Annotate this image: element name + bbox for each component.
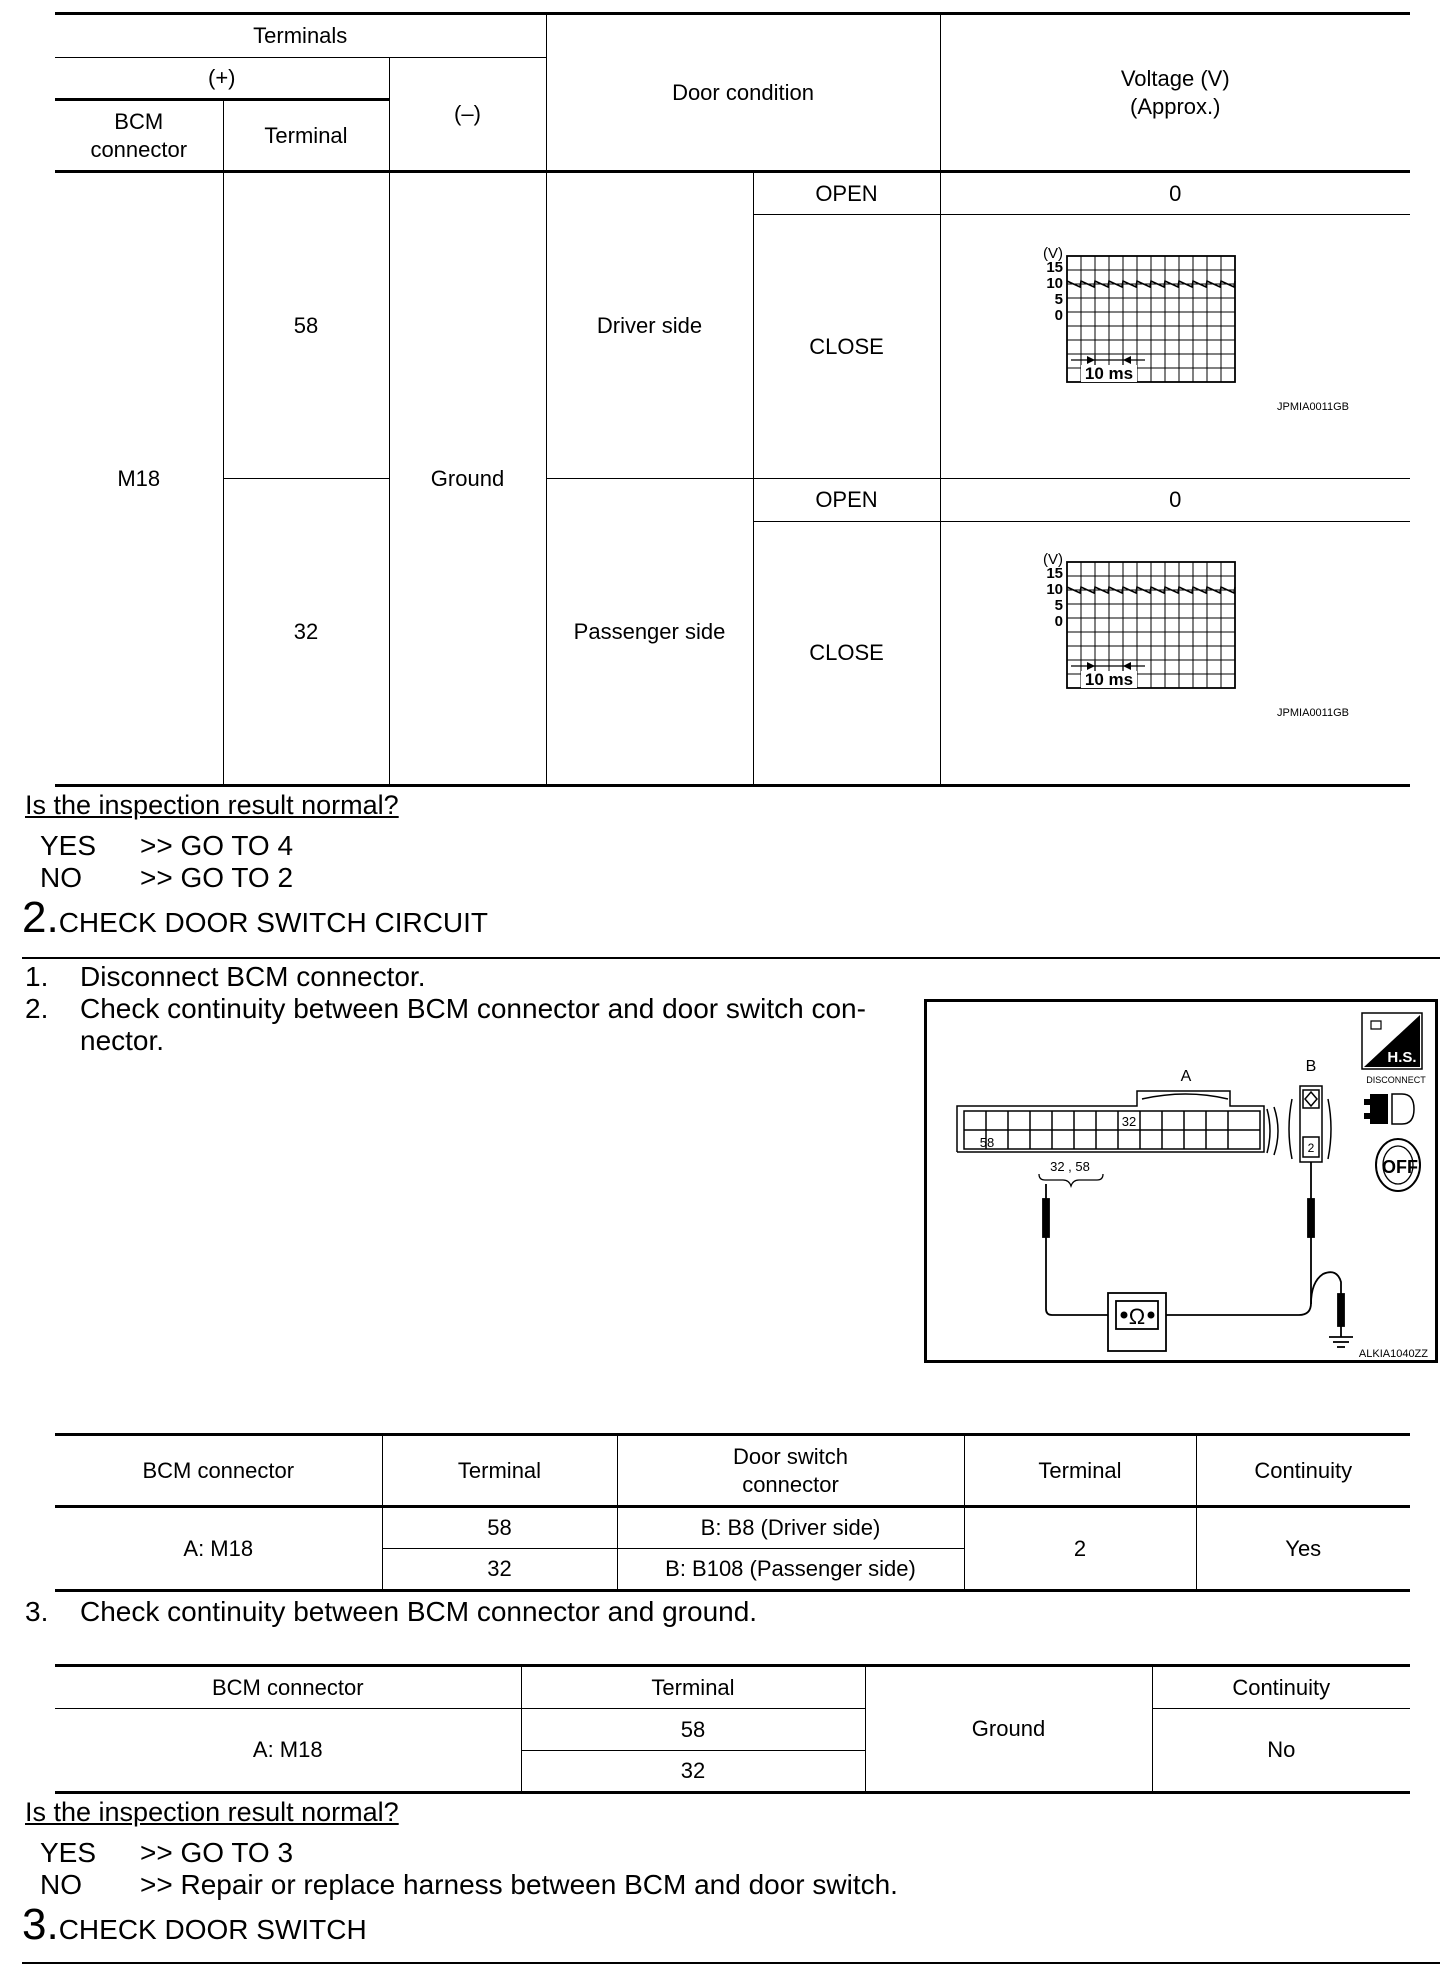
hs-icon (1362, 1013, 1422, 1069)
step-item-text-cont: nector. (80, 1025, 165, 1056)
diagram-code: ALKIA1040ZZ (1358, 1348, 1428, 1360)
terminal-58: 58 (521, 1709, 865, 1751)
step-number: 3. (22, 1900, 59, 1949)
step-2-heading (22, 893, 488, 943)
waveform-code: JPMIA0011GB (1276, 400, 1349, 413)
no-label-2: NO (40, 1869, 82, 1900)
step-item-number: 3. (25, 1596, 49, 1627)
header-door-condition: Door condition (546, 14, 940, 172)
diagram-frame (926, 1001, 1437, 1362)
waveform-graph (1043, 245, 1349, 413)
pin-58: 58 (979, 1135, 995, 1150)
scale-arrow (1123, 356, 1131, 364)
header-terminal: Terminal (223, 100, 389, 172)
header-minus: (–) (389, 58, 546, 172)
waveform-scale: 10 ms (1084, 670, 1133, 689)
disconnect-text: DISCONNECT (1366, 1075, 1426, 1085)
meter-terminal (1121, 1312, 1128, 1319)
bcm-ground-continuity-table (55, 1664, 1410, 1794)
step-number: 2. (22, 893, 59, 942)
ohmmeter-icon (1108, 1293, 1166, 1351)
connector-m18: M18 (55, 172, 223, 786)
terminal-58: 58 (223, 172, 389, 479)
header-terminal: Terminal (521, 1666, 865, 1709)
yes-action-1: >> GO TO 4 (140, 830, 294, 861)
passenger-side: Passenger side (546, 479, 753, 786)
driver-waveform-cell (940, 215, 1410, 479)
switch-terminal: 2 (964, 1507, 1196, 1591)
continuity-check-diagram (924, 999, 1438, 1363)
yes-label-1: YES (40, 830, 97, 861)
step-item-text: Disconnect BCM connector. (80, 961, 426, 992)
terminal-32: 32 (223, 479, 389, 786)
header-bcm-connector: BCM connector (55, 1435, 382, 1507)
waveform-tick: 0 (1054, 613, 1063, 630)
no-label-1: NO (40, 862, 82, 893)
terminal-voltage-table (55, 12, 1410, 787)
header-terminal: Terminal (382, 1435, 617, 1507)
ignition-off-icon (1376, 1139, 1420, 1191)
waveform-tick: 15 (1045, 258, 1063, 276)
header-terminal-2: Terminal (964, 1435, 1196, 1507)
waveform-tick: 0 (1054, 306, 1063, 324)
waveform-unit: (V) (1042, 551, 1063, 568)
off-text: OFF (1382, 1157, 1418, 1177)
pin-2: 2 (1307, 1141, 1315, 1155)
bcm-door-switch-continuity-table (55, 1433, 1410, 1592)
scale-arrow (1123, 662, 1131, 670)
waveform-tick: 5 (1054, 290, 1063, 308)
section-divider (22, 1962, 1440, 1964)
waveform-tick: 15 (1045, 565, 1063, 582)
ground-cell: Ground (865, 1666, 1152, 1793)
ground-cell: Ground (389, 172, 546, 786)
door-switch-passenger: B: B108 (Passenger side) (617, 1549, 964, 1591)
scale-arrow (1087, 662, 1095, 670)
header-voltage: Voltage (V) (Approx.) (940, 14, 1410, 172)
passenger-waveform-cell (940, 522, 1410, 786)
step-item-number: 2. (25, 993, 49, 1024)
waveform-code: JPMIA0011GB (1276, 707, 1349, 719)
door-switch-driver: B: B8 (Driver side) (617, 1507, 964, 1549)
waveform-tick: 10 (1045, 581, 1063, 598)
ohm-symbol: Ω (1128, 1304, 1146, 1329)
step-3-heading (22, 1900, 367, 1950)
driver-side: Driver side (546, 172, 753, 479)
driver-open-voltage: 0 (940, 172, 1410, 215)
step-title: CHECK DOOR SWITCH (58, 1914, 367, 1945)
continuity-yes: Yes (1196, 1507, 1410, 1591)
passenger-open: OPEN (753, 479, 940, 522)
step-item-number: 1. (25, 961, 49, 992)
driver-close: CLOSE (753, 215, 940, 479)
header-plus: (+) (55, 58, 389, 100)
header-bcm-connector: BCM connector (55, 100, 223, 172)
step-title: CHECK DOOR SWITCH CIRCUIT (58, 907, 489, 938)
terminal-32: 32 (521, 1751, 865, 1793)
header-terminals: Terminals (55, 14, 546, 58)
header-door-switch-connector: Door switch connector (617, 1435, 964, 1507)
continuity-no: No (1152, 1709, 1410, 1793)
waveform-unit: (V) (1042, 244, 1063, 262)
driver-waveform (941, 216, 1409, 478)
label-b: B (1305, 1058, 1317, 1075)
terminal-58: 58 (382, 1507, 617, 1549)
inspection-question-1: Is the inspection result normal? (25, 790, 399, 820)
terminal-32: 32 (382, 1549, 617, 1591)
inspection-question-2: Is the inspection result normal? (25, 1797, 399, 1827)
label-a: A (1180, 1068, 1192, 1085)
waveform-tick: 5 (1054, 597, 1063, 614)
header-continuity: Continuity (1152, 1666, 1410, 1709)
bcm-connector-a: A: M18 (55, 1709, 521, 1793)
passenger-waveform (941, 522, 1409, 784)
passenger-open-voltage: 0 (940, 479, 1410, 522)
meter-terminal (1148, 1312, 1155, 1319)
waveform-graph (1043, 551, 1349, 719)
header-continuity: Continuity (1196, 1435, 1410, 1507)
probe-pins: 32 , 58 (1050, 1159, 1090, 1174)
no-action-1: >> GO TO 2 (140, 862, 294, 893)
waveform-tick: 10 (1045, 274, 1063, 292)
step-item-text: Check continuity between BCM connector and door switch con- (80, 993, 866, 1024)
driver-open: OPEN (753, 172, 940, 215)
bcm-connector-a: A: M18 (55, 1507, 382, 1591)
yes-action-2: >> GO TO 3 (140, 1837, 294, 1868)
no-action-2: >> Repair or replace harness between BCM and door switch. (140, 1869, 898, 1900)
header-bcm-connector: BCM connector (55, 1666, 521, 1709)
scale-arrow (1087, 356, 1095, 364)
step-item-text: Check continuity between BCM connector and ground. (80, 1596, 758, 1627)
yes-label-2: YES (40, 1837, 97, 1868)
hs-text: H.S. (1387, 1049, 1417, 1066)
waveform-scale: 10 ms (1084, 363, 1133, 383)
passenger-close: CLOSE (753, 522, 940, 786)
pin-32: 32 (1121, 1114, 1137, 1129)
section-divider (22, 957, 1440, 959)
